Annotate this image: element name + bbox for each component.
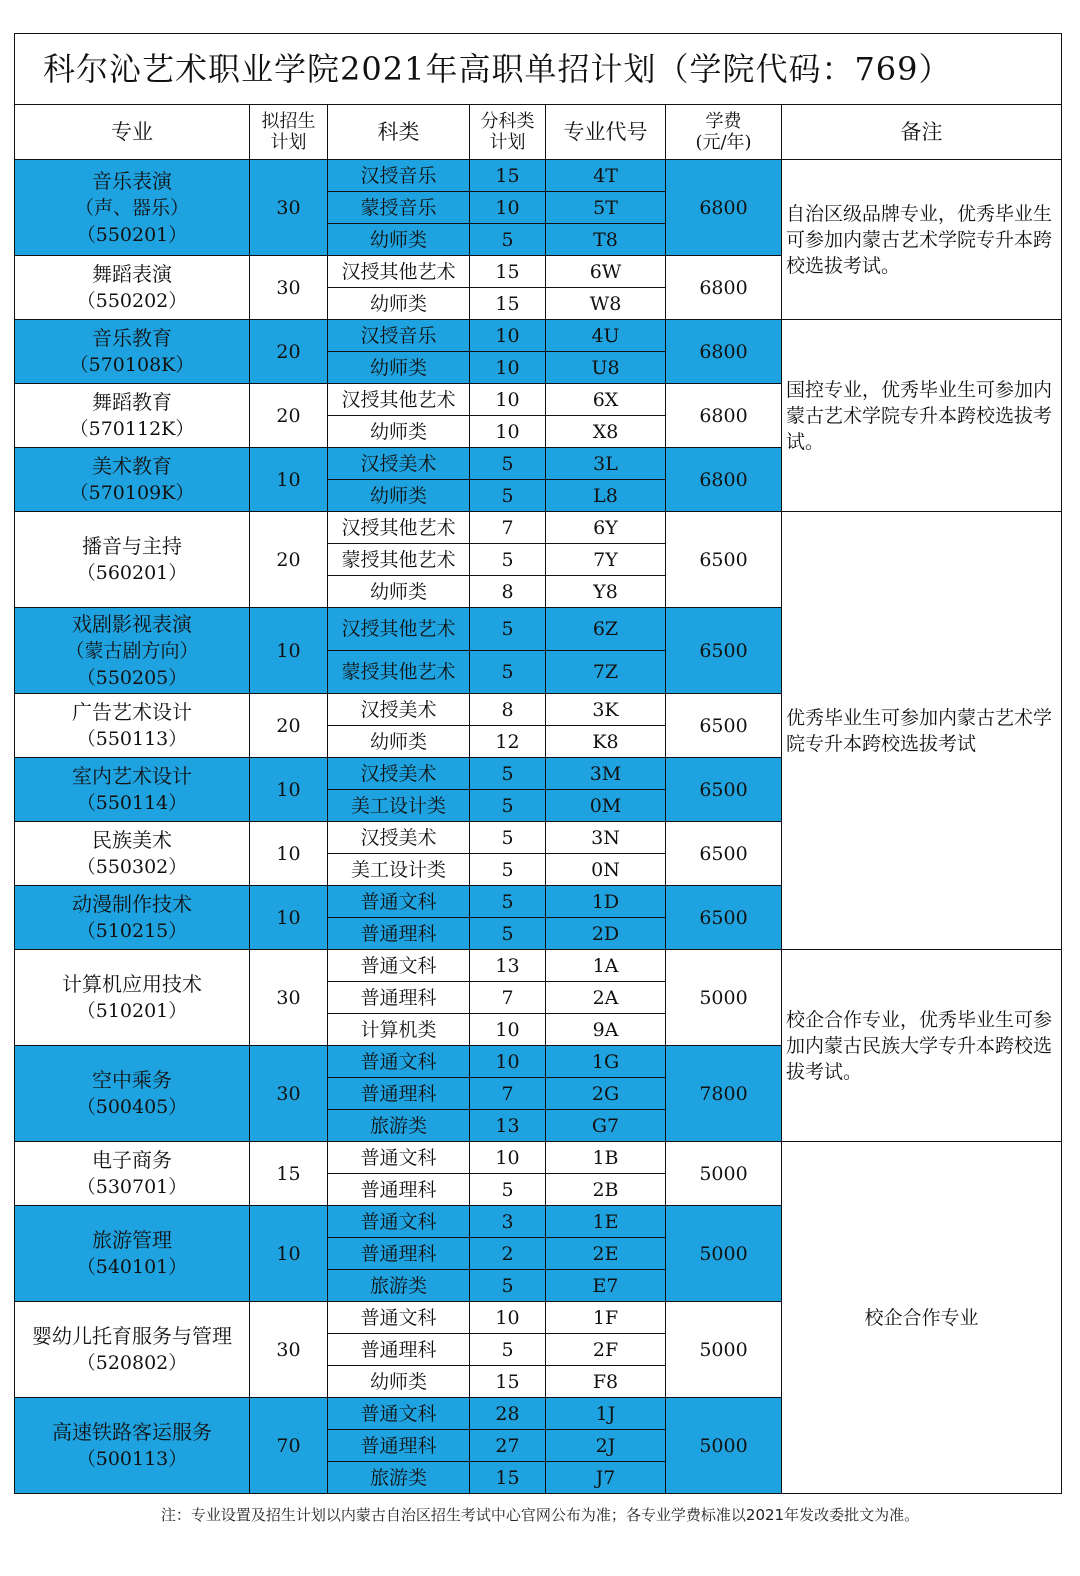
subject-plan-cell: 5 [470,448,546,480]
major-name: 民族美术 （550302） [15,822,250,886]
subject-plan-cell: 5 [470,224,546,256]
subject-cell: 蒙授其他艺术 [328,651,470,694]
major-code-cell: 1B [546,1142,666,1174]
major-name: 戏剧影视表演 （蒙古剧方向） （550205） [15,608,250,694]
subject-cell: 汉授美术 [328,694,470,726]
subject-plan-cell: 28 [470,1398,546,1430]
enrollment-plan-sheet [14,33,1061,1494]
subject-plan-cell: 8 [470,694,546,726]
major-code-cell: L8 [546,480,666,512]
notes-cell: 自治区级品牌专业，优秀毕业生可参加内蒙古艺术学院专升本跨校选拔考试。 [782,160,1062,320]
subject-cell: 普通理科 [328,1174,470,1206]
major-code-cell: 3M [546,758,666,790]
subject-cell: 蒙授其他艺术 [328,544,470,576]
subject-cell: 幼师类 [328,576,470,608]
major-code-cell: 2J [546,1430,666,1462]
subject-cell: 幼师类 [328,480,470,512]
subject-cell: 幼师类 [328,288,470,320]
major-code-cell: 3K [546,694,666,726]
subject-plan-cell: 10 [470,416,546,448]
major-code-cell: 6Y [546,512,666,544]
subject-plan-cell: 7 [470,1078,546,1110]
header-major: 专业 [15,105,250,160]
major-code-cell: 2A [546,982,666,1014]
major-plan: 30 [250,160,328,256]
major-plan: 20 [250,320,328,384]
fee-cell: 6500 [666,822,782,886]
major-code-cell: 6W [546,256,666,288]
subject-plan-cell: 5 [470,608,546,651]
notes-cell: 校企合作专业 [782,1142,1062,1494]
major-code-cell: 4T [546,160,666,192]
fee-cell: 5000 [666,1206,782,1302]
subject-cell: 幼师类 [328,224,470,256]
table-body [15,160,1062,1494]
notes-cell: 国控专业，优秀毕业生可参加内蒙古艺术学院专升本跨校选拔考试。 [782,320,1062,512]
major-code-cell: 4U [546,320,666,352]
subject-cell: 普通文科 [328,1302,470,1334]
header-row [15,105,1062,160]
major-plan: 15 [250,1142,328,1206]
subject-plan-cell: 2 [470,1238,546,1270]
subject-plan-cell: 10 [470,1014,546,1046]
major-name: 婴幼儿托育服务与管理 （520802） [15,1302,250,1398]
major-name: 广告艺术设计 （550113） [15,694,250,758]
major-code-cell: 1A [546,950,666,982]
header-sub-plan: 分科类 计划 [470,105,546,160]
subject-cell: 汉授其他艺术 [328,256,470,288]
subject-plan-cell: 5 [470,1270,546,1302]
subject-cell: 蒙授音乐 [328,192,470,224]
major-plan: 10 [250,1206,328,1302]
major-name: 舞蹈表演 （550202） [15,256,250,320]
subject-cell: 旅游类 [328,1270,470,1302]
major-code-cell: 6Z [546,608,666,651]
page-title: 科尔沁艺术职业学院2021年高职单招计划（学院代码：769） [15,34,1062,105]
subject-cell: 汉授美术 [328,758,470,790]
subject-cell: 幼师类 [328,726,470,758]
fee-cell: 6500 [666,758,782,822]
major-code-cell: T8 [546,224,666,256]
major-code-cell: G7 [546,1110,666,1142]
major-name: 旅游管理 （540101） [15,1206,250,1302]
subject-plan-cell: 5 [470,822,546,854]
subject-plan-cell: 5 [470,918,546,950]
major-plan: 30 [250,950,328,1046]
fee-cell: 6500 [666,608,782,694]
table-row [15,160,1062,192]
major-code-cell: K8 [546,726,666,758]
subject-cell: 汉授美术 [328,822,470,854]
subject-cell: 普通文科 [328,886,470,918]
fee-cell: 5000 [666,1398,782,1494]
subject-cell: 普通理科 [328,918,470,950]
subject-cell: 普通理科 [328,1078,470,1110]
major-name: 音乐教育 （570108K） [15,320,250,384]
subject-plan-cell: 5 [470,1334,546,1366]
major-code-cell: Y8 [546,576,666,608]
subject-cell: 汉授音乐 [328,320,470,352]
subject-plan-cell: 7 [470,982,546,1014]
fee-cell: 5000 [666,950,782,1046]
subject-plan-cell: 10 [470,384,546,416]
subject-cell: 汉授其他艺术 [328,512,470,544]
major-code-cell: 3L [546,448,666,480]
subject-plan-cell: 13 [470,950,546,982]
header-subject: 科类 [328,105,470,160]
major-plan: 20 [250,694,328,758]
major-code-cell: 2F [546,1334,666,1366]
subject-plan-cell: 12 [470,726,546,758]
subject-cell: 汉授美术 [328,448,470,480]
major-name: 空中乘务 （500405） [15,1046,250,1142]
subject-plan-cell: 10 [470,352,546,384]
header-code: 专业代号 [546,105,666,160]
footnote: 注：专业设置及招生计划以内蒙古自治区招生考试中心官网公布为准；各专业学费标准以2021年发改委批文为准。 [160,1506,920,1524]
major-code-cell: 1E [546,1206,666,1238]
header-plan: 拟招生 计划 [250,105,328,160]
subject-plan-cell: 5 [470,651,546,694]
fee-cell: 7800 [666,1046,782,1142]
major-name: 动漫制作技术 （510215） [15,886,250,950]
major-code-cell: W8 [546,288,666,320]
major-code-cell: 1F [546,1302,666,1334]
major-name: 播音与主持 （560201） [15,512,250,608]
subject-plan-cell: 10 [470,1302,546,1334]
major-code-cell: 7Y [546,544,666,576]
fee-cell: 5000 [666,1142,782,1206]
subject-cell: 普通理科 [328,1334,470,1366]
fee-cell: 6500 [666,886,782,950]
major-code-cell: 1D [546,886,666,918]
fee-cell: 6800 [666,160,782,256]
major-code-cell: 2G [546,1078,666,1110]
major-code-cell: 0N [546,854,666,886]
subject-plan-cell: 15 [470,160,546,192]
fee-cell: 6500 [666,512,782,608]
subject-plan-cell: 10 [470,1142,546,1174]
subject-plan-cell: 10 [470,320,546,352]
major-code-cell: 2E [546,1238,666,1270]
major-plan: 10 [250,448,328,512]
subject-cell: 汉授音乐 [328,160,470,192]
subject-plan-cell: 5 [470,790,546,822]
notes-cell: 优秀毕业生可参加内蒙古艺术学院专升本跨校选拔考试 [782,512,1062,950]
major-plan: 10 [250,886,328,950]
subject-plan-cell: 5 [470,480,546,512]
table-row [15,320,1062,352]
major-name: 电子商务 （530701） [15,1142,250,1206]
subject-cell: 美工设计类 [328,854,470,886]
header-notes: 备注 [782,105,1062,160]
fee-cell: 6500 [666,694,782,758]
subject-cell: 旅游类 [328,1110,470,1142]
major-plan: 10 [250,822,328,886]
subject-plan-cell: 15 [470,1366,546,1398]
subject-cell: 普通理科 [328,1430,470,1462]
subject-cell: 普通理科 [328,982,470,1014]
major-code-cell: X8 [546,416,666,448]
subject-cell: 普通文科 [328,1046,470,1078]
major-plan: 70 [250,1398,328,1494]
subject-cell: 幼师类 [328,1366,470,1398]
subject-cell: 幼师类 [328,416,470,448]
subject-plan-cell: 5 [470,758,546,790]
major-plan: 20 [250,384,328,448]
subject-plan-cell: 8 [470,576,546,608]
subject-plan-cell: 15 [470,1462,546,1494]
major-code-cell: 3N [546,822,666,854]
subject-cell: 汉授其他艺术 [328,384,470,416]
table-row [15,1142,1062,1174]
header-fee: 学费 (元/年) [666,105,782,160]
fee-cell: 5000 [666,1302,782,1398]
major-plan: 30 [250,1046,328,1142]
major-code-cell: 1J [546,1398,666,1430]
subject-cell: 计算机类 [328,1014,470,1046]
subject-cell: 普通文科 [328,1398,470,1430]
subject-plan-cell: 15 [470,256,546,288]
subject-plan-cell: 3 [470,1206,546,1238]
subject-cell: 普通文科 [328,950,470,982]
major-code-cell: U8 [546,352,666,384]
subject-cell: 汉授其他艺术 [328,608,470,651]
subject-plan-cell: 15 [470,288,546,320]
subject-plan-cell: 7 [470,512,546,544]
subject-plan-cell: 10 [470,1046,546,1078]
major-plan: 20 [250,512,328,608]
subject-cell: 旅游类 [328,1462,470,1494]
major-code-cell: J7 [546,1462,666,1494]
major-code-cell: 1G [546,1046,666,1078]
subject-plan-cell: 5 [470,886,546,918]
fee-cell: 6800 [666,256,782,320]
subject-plan-cell: 10 [470,192,546,224]
major-code-cell: 9A [546,1014,666,1046]
fee-cell: 6800 [666,384,782,448]
major-code-cell: 2D [546,918,666,950]
major-plan: 30 [250,1302,328,1398]
subject-plan-cell: 27 [470,1430,546,1462]
major-name: 音乐表演 （声、器乐） （550201） [15,160,250,256]
major-code-cell: 7Z [546,651,666,694]
table-row [15,512,1062,544]
major-name: 室内艺术设计 （550114） [15,758,250,822]
major-code-cell: E7 [546,1270,666,1302]
table-row [15,950,1062,982]
subject-cell: 普通文科 [328,1142,470,1174]
subject-cell: 普通文科 [328,1206,470,1238]
enrollment-table [14,33,1062,1494]
major-plan: 10 [250,608,328,694]
fee-cell: 6800 [666,448,782,512]
major-code-cell: 2B [546,1174,666,1206]
major-name: 计算机应用技术 （510201） [15,950,250,1046]
major-name: 高速铁路客运服务 （500113） [15,1398,250,1494]
subject-cell: 幼师类 [328,352,470,384]
notes-cell: 校企合作专业，优秀毕业生可参加内蒙古民族大学专升本跨校选拔考试。 [782,950,1062,1142]
major-code-cell: 6X [546,384,666,416]
subject-plan-cell: 5 [470,854,546,886]
major-name: 美术教育 （570109K） [15,448,250,512]
major-plan: 30 [250,256,328,320]
major-code-cell: 0M [546,790,666,822]
major-plan: 10 [250,758,328,822]
major-name: 舞蹈教育 （570112K） [15,384,250,448]
major-code-cell: F8 [546,1366,666,1398]
subject-cell: 普通理科 [328,1238,470,1270]
subject-plan-cell: 5 [470,1174,546,1206]
subject-plan-cell: 13 [470,1110,546,1142]
subject-plan-cell: 5 [470,544,546,576]
fee-cell: 6800 [666,320,782,384]
major-code-cell: 5T [546,192,666,224]
subject-cell: 美工设计类 [328,790,470,822]
